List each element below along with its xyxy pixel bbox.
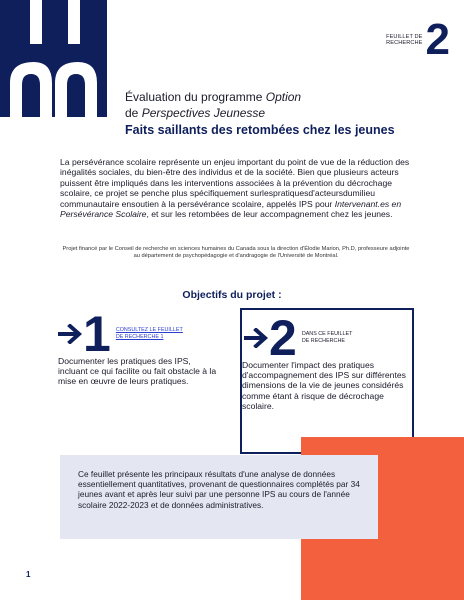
objective-text: Documenter l'impact des pratiques d'accompagnement des IPS sur différentes dimensions de la vie de jeunes considérés comme étant à risque de décrochage scolaire. (242, 360, 406, 411)
series-number: 2 (425, 15, 450, 64)
page-title: Faits saillants des retombées chez les jeunes (125, 123, 395, 137)
objective-card-1 (58, 306, 218, 387)
series-label-line2: RECHERCHE (386, 40, 423, 46)
objective-card-2 (240, 308, 414, 454)
intro-paragraph: La persévérance scolaire représente un enjeu important du point de vue de la réduction des inégalités sociales, du bien-être des individus et de la société. Bien que plusieurs acteurs puissent être impliqués dans les interventions associées à la prévention du décrochage scolaire, ce projet se penche plus spécifiquement surlespratiquesd'acteursdumilieu communautaire ensoutien à la persévérance scolaire, appelés IPS pour Intervenant.es en Persévérance Scolaire, et sur les retombées de leur accompagnement chez les jeunes. (60, 157, 410, 220)
arrow-right-icon (244, 328, 270, 348)
program-subtitle: Évaluation du programme Option de Perspectives Jeunesse (125, 90, 302, 120)
page-number: 1 (26, 570, 31, 579)
objective-text: Documenter les pratiques des IPS, incluant ce qui facilite ou fait obstacle à la mise en œuvre de leurs pratiques. (58, 356, 217, 387)
arrow-right-icon (58, 324, 84, 344)
research-sheet-1-link[interactable]: CONSULTEZ LE FEUILLET DE RECHERCHE 1 (115, 327, 183, 340)
title-block (125, 90, 425, 139)
summary-box: Ce feuillet présente les principaux résultats d'une analyse de données essentiellement quantitatives, provenant de questionnaires complétés par 34 jeunes avant et après leur suivi par une personne IPS au cours de l'année scolaire 2022-2023 et de données administratives. (60, 455, 378, 539)
objective-number: 1 (83, 306, 111, 362)
objectives-heading: Objectifs du projet : (182, 289, 282, 301)
organization-logo-icon (0, 0, 107, 117)
research-sheet-label (386, 15, 450, 64)
series-label (386, 34, 422, 47)
objective-number: 2 (269, 310, 297, 366)
series-label-line1: FEUILLET DE (386, 33, 423, 40)
objective-note: DANS CE FEUILLET DE RECHERCHE (301, 331, 353, 344)
funding-note: Projet financé par le Conseil de recherche en sciences humaines du Canada sous la direction d'Élodie Marion, Ph.D, professeure adjointe au département de psychopédagogie et d'andragogie de l'Université de Montréal. (62, 246, 410, 260)
